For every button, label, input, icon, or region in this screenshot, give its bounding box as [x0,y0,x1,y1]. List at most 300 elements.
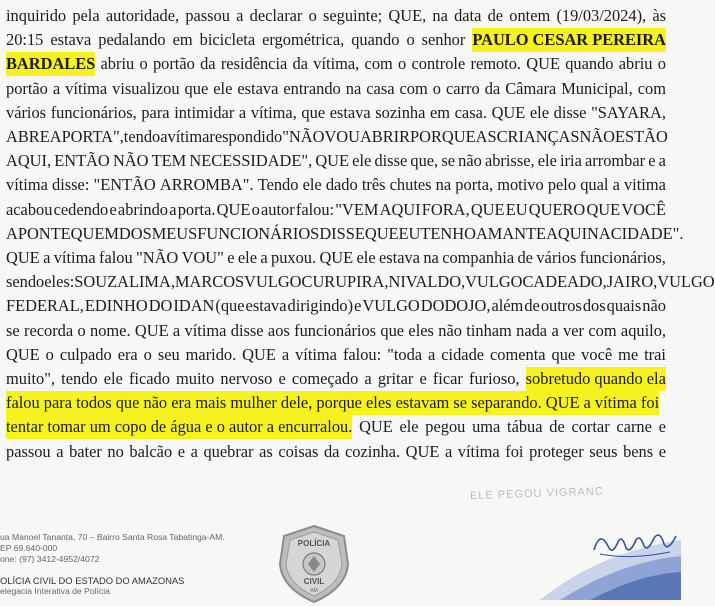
word: trai [644,344,666,364]
word: nervoso [220,369,273,388]
word: a [444,441,453,461]
word: QUERO [528,199,586,219]
word: a [236,6,244,25]
word: cozinha. [345,441,401,461]
word: a [281,344,290,364]
word: QUE [242,344,276,364]
word: ele [302,175,322,195]
word: funcionários [294,320,377,340]
word: controle [411,54,466,74]
word: de [549,417,565,437]
word: ABRIR [359,127,411,146]
word: da [200,54,216,74]
word: AMANTE [475,223,547,243]
word: quais [606,296,642,316]
word: PAULO CESAR PEREIRA [472,28,666,52]
word: coisas [278,441,319,461]
word: na [435,175,452,195]
word: vítima [65,78,108,98]
word: você [581,344,613,364]
word: tendo [123,127,161,146]
text-line [6,101,666,125]
text-line [6,77,666,101]
word: autoridade, [105,6,180,25]
word: foi [505,441,524,461]
word: EU [398,223,421,243]
word: ergométrica, [262,30,345,50]
word: vítima [184,320,227,340]
word: PORTA", [61,127,124,146]
word: passou [185,6,230,25]
word: que [551,344,576,364]
word: outros [540,296,582,316]
word: APONTE [6,223,71,243]
word: abriu [100,54,135,74]
word: funcionários, [50,102,137,122]
word: as [259,441,273,461]
word: o [143,344,152,364]
word: se [441,151,455,171]
word: que [301,102,326,122]
word: motivo [497,175,544,195]
word: disse [230,320,264,340]
text-line [6,294,666,318]
word: quando [565,54,614,74]
word: eles: [44,272,75,292]
word: ele [529,102,550,122]
word: não [642,296,666,316]
word: VULGO [465,272,523,292]
word: CADEADO, [522,272,607,292]
word: NIVALDO, [388,272,466,292]
word: AQUI [546,223,588,243]
word: abrisse, [484,151,535,171]
word: bens [623,441,654,461]
word: o [77,320,86,340]
word: em [172,30,193,50]
word: de [517,248,533,267]
word: cedendo [53,199,109,219]
word: TENHO [420,223,476,243]
word: chutes [389,175,432,195]
word: sobretudo quando ela [526,367,666,391]
word: data [454,6,482,25]
word: ontem [509,6,551,25]
word: a [172,320,181,340]
word: QUE [470,199,505,219]
word: muito [176,369,215,388]
word: dirigindo) [287,296,354,316]
word: tentar tomar um copo de água e o autor a encurralou. [6,415,352,439]
word: pelo [547,175,577,195]
text-line [6,319,666,343]
address-cep: EP 69.640-000 [0,543,58,553]
word: disse [553,102,587,122]
word: DODOJO, [420,296,491,316]
word: da [323,441,340,461]
word: DISSE [319,223,365,243]
word: portão [6,78,48,98]
word: recorda [24,320,74,340]
word: o [657,54,666,74]
word: vitima [623,175,666,195]
text-line [6,198,666,222]
word: seguinte; [323,6,383,25]
word: 20:15 [6,30,44,50]
word: para [141,102,170,122]
word: abrindo [117,199,168,219]
signature-icon [590,524,681,564]
word: vítima [457,441,500,461]
word: PORQUE [410,127,476,146]
word: VULGO [244,272,302,292]
word: e [648,151,656,171]
footer-address [0,532,225,597]
faded-stamp-text: ELE PEGOU VIGRANC [469,485,604,503]
word: QUEM [70,223,119,243]
word: na [423,248,439,267]
word: portão [152,54,195,74]
word: a [43,248,51,267]
text-line [6,149,666,173]
word: da [292,54,309,74]
word: com [399,78,428,98]
word: da [484,78,501,98]
word: CURUPIRA, [301,272,389,292]
text-line [6,173,666,197]
word: casa. [454,102,487,122]
word: dos [582,296,606,316]
word: "NÃO [136,248,179,267]
word: ENTÃO [54,151,110,171]
word: porta, [455,175,494,195]
word: estava [379,248,420,267]
word: QUE, [388,6,427,25]
word: VULGO [362,296,420,316]
word: cidade [441,344,485,364]
word: e [658,441,666,461]
word: a [56,441,64,461]
word: LIMA, [128,272,175,292]
word: estava [237,78,279,98]
word: VOCÊ [621,199,666,219]
word: a [190,441,198,461]
word: FUNCIONÁRIOS [197,223,320,243]
org-name: OLÍCIA CIVIL DO ESTADO DO AMAZONAS [0,575,185,586]
word: QUE [319,248,354,267]
word: companhia [442,248,515,267]
word: QUE [134,320,169,340]
word: intimidar [174,102,235,122]
word: se [6,320,20,340]
word: seu [157,344,180,364]
word: começado [291,369,359,388]
word: inquirido [6,6,67,25]
word: Tendo [257,175,299,195]
word: FEDERAL, [6,296,84,316]
word: e [278,369,286,388]
word: AS [475,127,497,146]
word: não [438,320,462,340]
word: quando [351,30,400,50]
word: furioso, [469,369,520,388]
word: na [432,6,448,25]
word: falou: [342,344,382,364]
word: sozinha [375,102,426,122]
word: gritar [377,369,414,388]
word: dado [325,175,358,195]
word: QUE [526,54,560,74]
word: A [49,127,62,146]
word: vítima [6,175,48,195]
word: estava [329,102,371,122]
word: com [588,320,617,340]
word: na [345,78,362,98]
word: vítima, [250,102,297,122]
word: vítima [295,344,337,364]
word: senhor [421,30,466,50]
text-line [6,4,666,28]
word: que [184,78,209,98]
word: autor [260,199,295,219]
word: ele [356,248,376,267]
word: ele [352,151,372,171]
word: o [432,78,441,98]
word: uma [472,417,501,437]
word: com [637,78,666,98]
word: VOU" [181,248,224,267]
word: nome. [90,320,131,340]
word: residência [220,54,288,74]
word: o [308,6,317,25]
word: acabou [6,199,53,219]
word: vários [536,248,577,267]
word: aquilo, [620,320,666,340]
word: pedalando [98,30,166,50]
text-line [6,52,666,76]
word: o [406,30,415,50]
word: ARROMBA". [159,175,254,195]
word: três [361,175,386,195]
word: entrando [283,78,341,98]
word: era [117,344,138,364]
word: ele [237,248,257,267]
badge-bottom-text: CIVIL [303,577,325,586]
word: visualizou [112,78,180,98]
word: o [251,199,260,219]
word: QUE [6,248,40,267]
word: me [618,344,639,364]
word: vários [6,102,47,122]
word: NÃO [579,127,615,146]
word: e [227,248,235,267]
text-line [6,246,666,270]
word: comenta [490,344,546,364]
text-line [6,415,666,439]
word: balcão [129,441,173,461]
word: não [458,151,482,171]
text-line [6,270,715,294]
word: AQUI, [6,151,52,171]
word: NÃO [112,151,149,171]
word: a [238,102,247,122]
word: a [169,199,177,219]
word: VOU [324,127,360,146]
word: NECESSIDADE", [189,151,313,171]
word: puxou. [271,248,317,267]
word: QUE [6,344,40,364]
word: EDINHO [84,296,148,316]
word: abriu [618,54,653,74]
word: falou [98,248,133,267]
badge-state-text: AM [310,588,318,594]
word: a [658,151,666,171]
word: "ENTÃO [93,175,156,195]
word: proteger [529,441,584,461]
word: quebrar [203,441,254,461]
word: ficar [432,369,463,388]
word: seus [589,441,618,461]
word: a [428,344,436,364]
word: declarar [249,6,303,25]
word: pela [72,6,100,25]
word: às [652,6,666,25]
text-line [6,28,666,52]
word: ESTÃO [614,127,668,146]
word: NA [587,223,611,243]
word: vítima, [313,54,360,74]
word: qual [580,175,609,195]
word: QUE [364,223,399,243]
word: Câmara [505,78,557,98]
word: JAIRO, [606,272,658,292]
word: que [380,320,405,340]
word: ver [563,320,584,340]
word: pegou [425,417,466,437]
word: muito", [6,369,56,388]
word: ele [103,369,123,388]
word: DO [148,296,173,316]
word: tinham [466,320,512,340]
word: eles [408,320,434,340]
word: QUE [586,199,621,219]
word: remoto. [470,54,522,74]
word: a [612,175,620,195]
word: de [524,296,540,316]
word: carne [616,417,652,437]
word: tábua [507,417,543,437]
word: falou para todos que não era mais mulher dele, porque eles estavam se separando. QUE a vítima foi [6,391,659,415]
word: a [364,369,372,388]
word: AQUI [379,199,421,219]
word: o [45,344,54,364]
word: a [160,127,168,146]
word: QUE [359,417,393,437]
word: além [491,296,524,316]
word: carro [446,78,480,98]
word: (19/03/2024), [556,6,647,25]
word: tendo [61,369,98,388]
org-unit: elegacia Interativa de Polícia [0,586,110,596]
word: disse [374,151,408,171]
word: e [109,199,117,219]
word: "toda [387,344,423,364]
word: cortar [571,417,610,437]
word: e [658,417,666,437]
word: que, [410,151,439,171]
word: vítima [53,248,96,267]
word: TEM [151,151,187,171]
word: Municipal, [561,78,633,98]
word: vítima [167,127,210,146]
word: FORA, [421,199,470,219]
word: QUE [315,151,350,171]
text-line [6,222,684,246]
address-phone: one: (97) 3412-4952/4072 [0,554,100,564]
word: ficado [128,369,170,388]
word: MEUS [151,223,198,243]
word: com [364,54,393,74]
word: VULGO [657,272,715,292]
word: estava [245,296,287,316]
word: DOS [118,223,152,243]
word: CRIANÇAS [496,127,580,146]
word: culpado [59,344,112,364]
word: bater [69,441,102,461]
word: IDAN [173,296,215,316]
word: no [107,441,124,461]
word: ele [537,151,557,171]
word: sendo [6,272,45,292]
word: MARCOS [174,272,245,292]
word: e [354,296,362,316]
word: (que [215,296,245,316]
word: funcionários, [579,248,666,267]
word: QUE [216,199,251,219]
word: em [430,102,451,122]
word: passou [6,441,51,461]
word: estava [50,30,92,50]
word: marido. [185,344,237,364]
word: SOUZA [74,272,129,292]
word: casa [366,78,395,98]
word: falou: [295,199,335,219]
word: bicicleta [199,30,256,50]
word: a [52,78,61,98]
text-line [6,367,666,391]
word: e [419,369,427,388]
word: CIDADE". [610,223,684,243]
text-line [6,343,666,367]
word: ele [213,78,233,98]
text-line [6,440,666,464]
word: ele [399,417,419,437]
word: disse: [52,175,90,195]
word: QUE [405,441,440,461]
word: BARDALES [6,52,95,76]
page-footer [0,532,681,600]
police-badge-icon [272,522,356,606]
word: arrombar [585,151,646,171]
word: o [398,54,407,74]
word: porta. [177,199,216,219]
address-street: ua Manoel Tananta, 70 – Bairro Santa Rosa Tabatinga-AM. [0,532,225,542]
word: QUE [491,102,526,122]
word: nada [516,320,548,340]
word: respondido [209,127,283,146]
word: "SAYARA, [591,102,666,122]
word: e [177,441,186,461]
